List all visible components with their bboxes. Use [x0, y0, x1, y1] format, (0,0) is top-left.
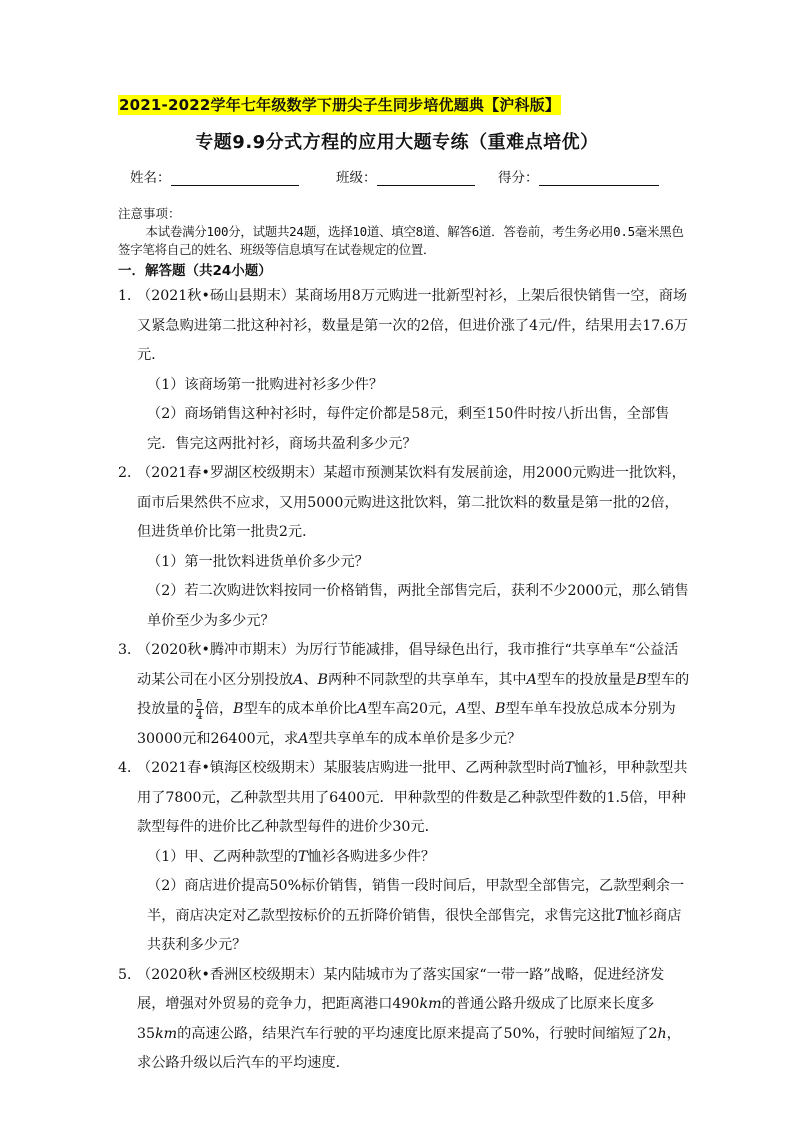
text-run: （2）商店进价提高50%标价销售，销售一段时间后，甲款型全部售完，乙款型剩余一半，商店决定对乙款型按标价的五折降价销售，很快全部售完，求售完这批	[147, 878, 685, 924]
text-run: 型车单车投放总成本分别为30000元和26400元，求	[137, 701, 676, 747]
sub-question-2	[137, 872, 690, 961]
text-run: （1）甲、乙两种款型的	[147, 848, 298, 865]
variable-b: B	[495, 701, 506, 717]
question-text: （2021秋•砀山县期末）某商场用8万元购进一批新型衬衫，上架后很快销售一空，商场又紧急购进第二批这种衬衫，数量是第一次的2倍，但进价涨了4元/件，结果用去17.6万元．	[137, 288, 688, 363]
text-run: ，求公路升级以后汽车的平均速度．	[137, 1025, 681, 1071]
sub-question-2: （2）商场销售这种衬衫时，每件定价都是58元，剩至150件时按八折出售，全部售完．售完这两批衬衫，商场共盈利多少元？	[147, 406, 670, 452]
variable-a: A	[357, 701, 368, 717]
banner-text: 2021-2022学年七年级数学下册尖子生同步培优题典【沪科版】	[119, 96, 561, 114]
question-number: 1．	[118, 288, 142, 304]
text-run: 的高速公路，结果汽车行驶的平均速度比原来提高了50%，行驶时间缩短了2	[177, 1025, 658, 1042]
text-run: 两种不同款型的共享单车，其中	[327, 671, 527, 688]
question-text	[137, 636, 690, 754]
notice-block	[118, 205, 688, 259]
question-1	[118, 282, 690, 459]
text-run: 、	[303, 671, 318, 688]
text-run: 型车的成本单价比	[243, 701, 358, 717]
name-label: 姓名：	[130, 170, 171, 186]
class-field[interactable]	[336, 166, 475, 186]
question-number: 5．	[118, 966, 142, 983]
question-text: （2021春•罗湖区校级期末）某超市预测某饮料有发展前途，用2000元购进一批饮料，面市后果然供不应求，又用5000元购进这批饮料，第二批饮料的数量是第一批的2倍，但进货单价比第一批贵2元．	[137, 465, 686, 540]
text-run: 倍，	[204, 701, 234, 717]
fraction-denominator: 4	[195, 708, 203, 722]
question-2	[118, 459, 690, 636]
score-label: 得分：	[498, 170, 539, 186]
question-4	[118, 754, 690, 961]
text-run: 的普通公路升级成了比原来长度多35	[137, 996, 655, 1042]
section-heading: 一．解答题（共24小题）	[118, 263, 272, 279]
variable-b: B	[636, 671, 647, 688]
question-number: 2．	[118, 465, 142, 481]
variable-t: T	[564, 760, 575, 776]
class-label: 班级：	[336, 170, 377, 186]
text-run: 型共享单车的成本单价是多少元？	[308, 730, 522, 747]
page-title: 专题9.9分式方程的应用大题专练（重难点培优）	[195, 132, 599, 153]
variable-a: A	[456, 701, 467, 717]
variable-t: T	[297, 848, 308, 865]
name-blank[interactable]	[171, 171, 299, 186]
notice-body: 本试卷满分100分，试题共24题，选择10道、填空8道、解答6道．答卷前，考生务必用0.5毫米黑色签字笔将自己的姓名、班级等信息填写在试卷规定的位置．	[118, 224, 684, 257]
score-field[interactable]	[498, 166, 659, 186]
sub-question-1: （1）该商场第一批购进衬衫多少件？	[147, 376, 384, 393]
unit-km: km	[155, 1025, 178, 1042]
text-run: 型车的投放量是	[536, 671, 637, 688]
variable-b: B	[317, 671, 328, 688]
text-run: 型、	[466, 701, 495, 717]
score-blank[interactable]	[539, 171, 659, 186]
name-field[interactable]	[130, 166, 299, 186]
question-5	[118, 961, 690, 1079]
sub-question-1: （1）第一批饮料进货单价多少元？	[147, 553, 369, 570]
question-number: 3．	[118, 642, 142, 658]
text-run: 恤衫，甲种款型共用了7800元，乙种款型共用了6400元．甲种款型的件数是乙种款型件数的1.5倍，甲种款型每件的进价比乙种款型每件的进价少30元．	[137, 760, 688, 835]
text-run: （2020秋•腾冲市期末）为厉行节能减排，倡导绿色出行，我市推行“共享单车“公益活动某公司在小区分别投放	[137, 642, 679, 688]
question-text	[137, 754, 690, 843]
variable-b: B	[233, 701, 244, 717]
fraction	[195, 698, 204, 721]
variable-a: A	[526, 671, 537, 688]
question-list	[118, 282, 690, 1079]
fraction-numerator: 5	[195, 696, 203, 710]
sub-question-2: （2）若二次购进饮料按同一价格销售，两批全部售完后，获利不少2000元，那么销售单价至少为多少元？	[147, 583, 689, 629]
text-run: （2021春•镇海区校级期末）某服装店购进一批甲、乙两种款型时尚	[137, 760, 565, 776]
notice-heading: 注意事项：	[118, 206, 181, 221]
text-run: 恤衫各购进多少件？	[307, 848, 436, 865]
text-run: 型车的投放量的	[137, 671, 690, 717]
text-run: 型车高20元，	[367, 701, 457, 717]
header-banner	[118, 93, 561, 117]
unit-h: h	[657, 1025, 667, 1042]
question-3	[118, 636, 690, 754]
variable-t: T	[615, 907, 625, 924]
variable-a: A	[293, 671, 304, 688]
unit-km: km	[419, 996, 442, 1012]
question-text	[137, 961, 690, 1079]
question-number: 4．	[118, 760, 142, 776]
class-blank[interactable]	[377, 171, 475, 186]
text-run: （2020秋•香洲区校级期末）某内陆城市为了落实国家“一带一路”战略，促进经济发展，增强对外贸易的竞争力，把距离港口490	[137, 966, 665, 1012]
sub-question-1	[137, 843, 690, 873]
text-run: 恤衫商店共获利多少元？	[147, 907, 682, 953]
variable-a: A	[298, 730, 309, 747]
